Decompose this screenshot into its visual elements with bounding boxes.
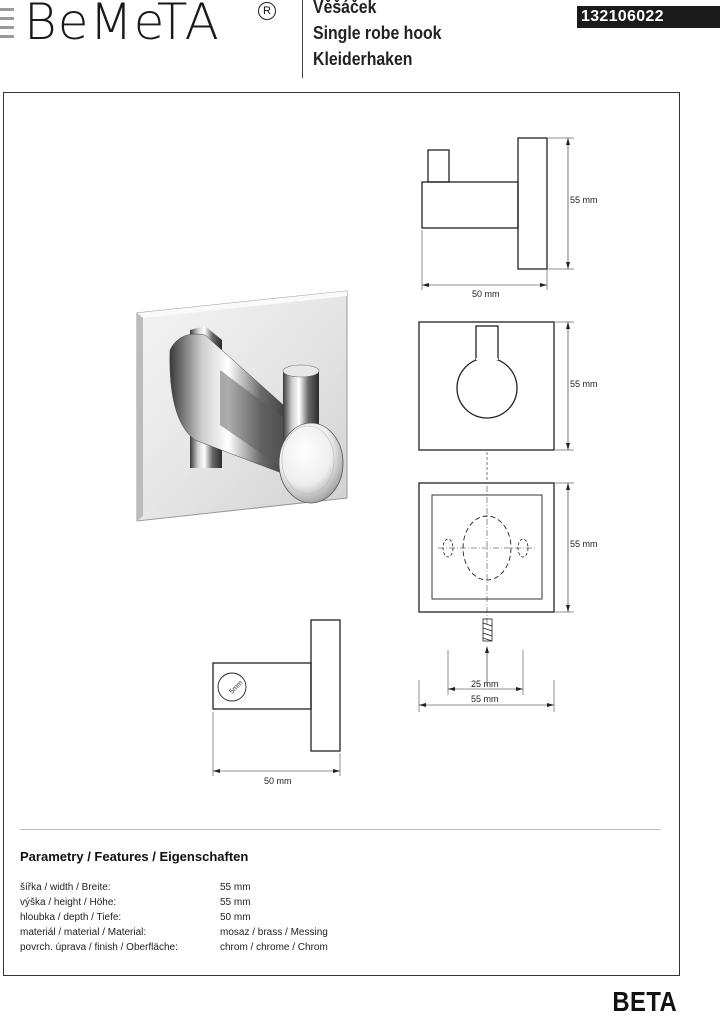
parameter-value: 55 mm	[220, 897, 251, 908]
parameter-row-height	[20, 897, 420, 911]
parameter-row-width	[20, 882, 420, 896]
registered-mark: R	[258, 2, 276, 20]
parameter-value: chrom / chrome / Chrom	[220, 942, 328, 953]
dim-back-height: 55 mm	[570, 539, 598, 549]
product-code: 132106022	[577, 6, 720, 28]
title-english: Single robe hook	[313, 23, 442, 43]
title-czech: Věšáček	[313, 0, 377, 17]
parameter-row-finish	[20, 942, 420, 956]
back-view-drawing	[419, 483, 574, 625]
product-photo	[137, 291, 347, 521]
parameters-title: Parametry / Features / Eigenschaften	[20, 849, 249, 864]
bottom-view-drawing	[213, 620, 340, 776]
parameter-label: materiál / material / Material:	[20, 927, 147, 938]
parameter-label: hloubka / depth / Tiefe:	[20, 912, 122, 923]
screw-drawing	[483, 619, 492, 686]
dim-side-depth: 50 mm	[472, 289, 500, 299]
parameter-value: 50 mm	[220, 912, 251, 923]
dim-bottom-depth: 50 mm	[264, 776, 292, 786]
parameter-value: mosaz / brass / Messing	[220, 927, 328, 938]
parameter-label: šířka / width / Breite:	[20, 882, 111, 893]
parameter-value: 55 mm	[220, 882, 251, 893]
dim-side-height: 55 mm	[570, 195, 598, 205]
parameter-label: povrch. úprava / finish / Oberfläche:	[20, 942, 178, 953]
series-name: BETA	[612, 986, 677, 1017]
dim-hole-label: 5mm	[228, 679, 245, 696]
title-german: Kleiderhaken	[313, 49, 413, 69]
dim-hole-spacing: 25 mm	[471, 679, 499, 689]
side-view-drawing	[422, 138, 574, 290]
dim-back-width: 55 mm	[471, 694, 499, 704]
dim-front-height: 55 mm	[570, 379, 598, 389]
parameter-row-depth	[20, 912, 420, 926]
parameter-row-material	[20, 927, 420, 941]
brand-logo: BeMeTA	[24, 0, 220, 51]
parameter-label: výška / height / Höhe:	[20, 897, 117, 908]
front-view-drawing	[419, 322, 574, 480]
section-divider	[20, 829, 661, 830]
